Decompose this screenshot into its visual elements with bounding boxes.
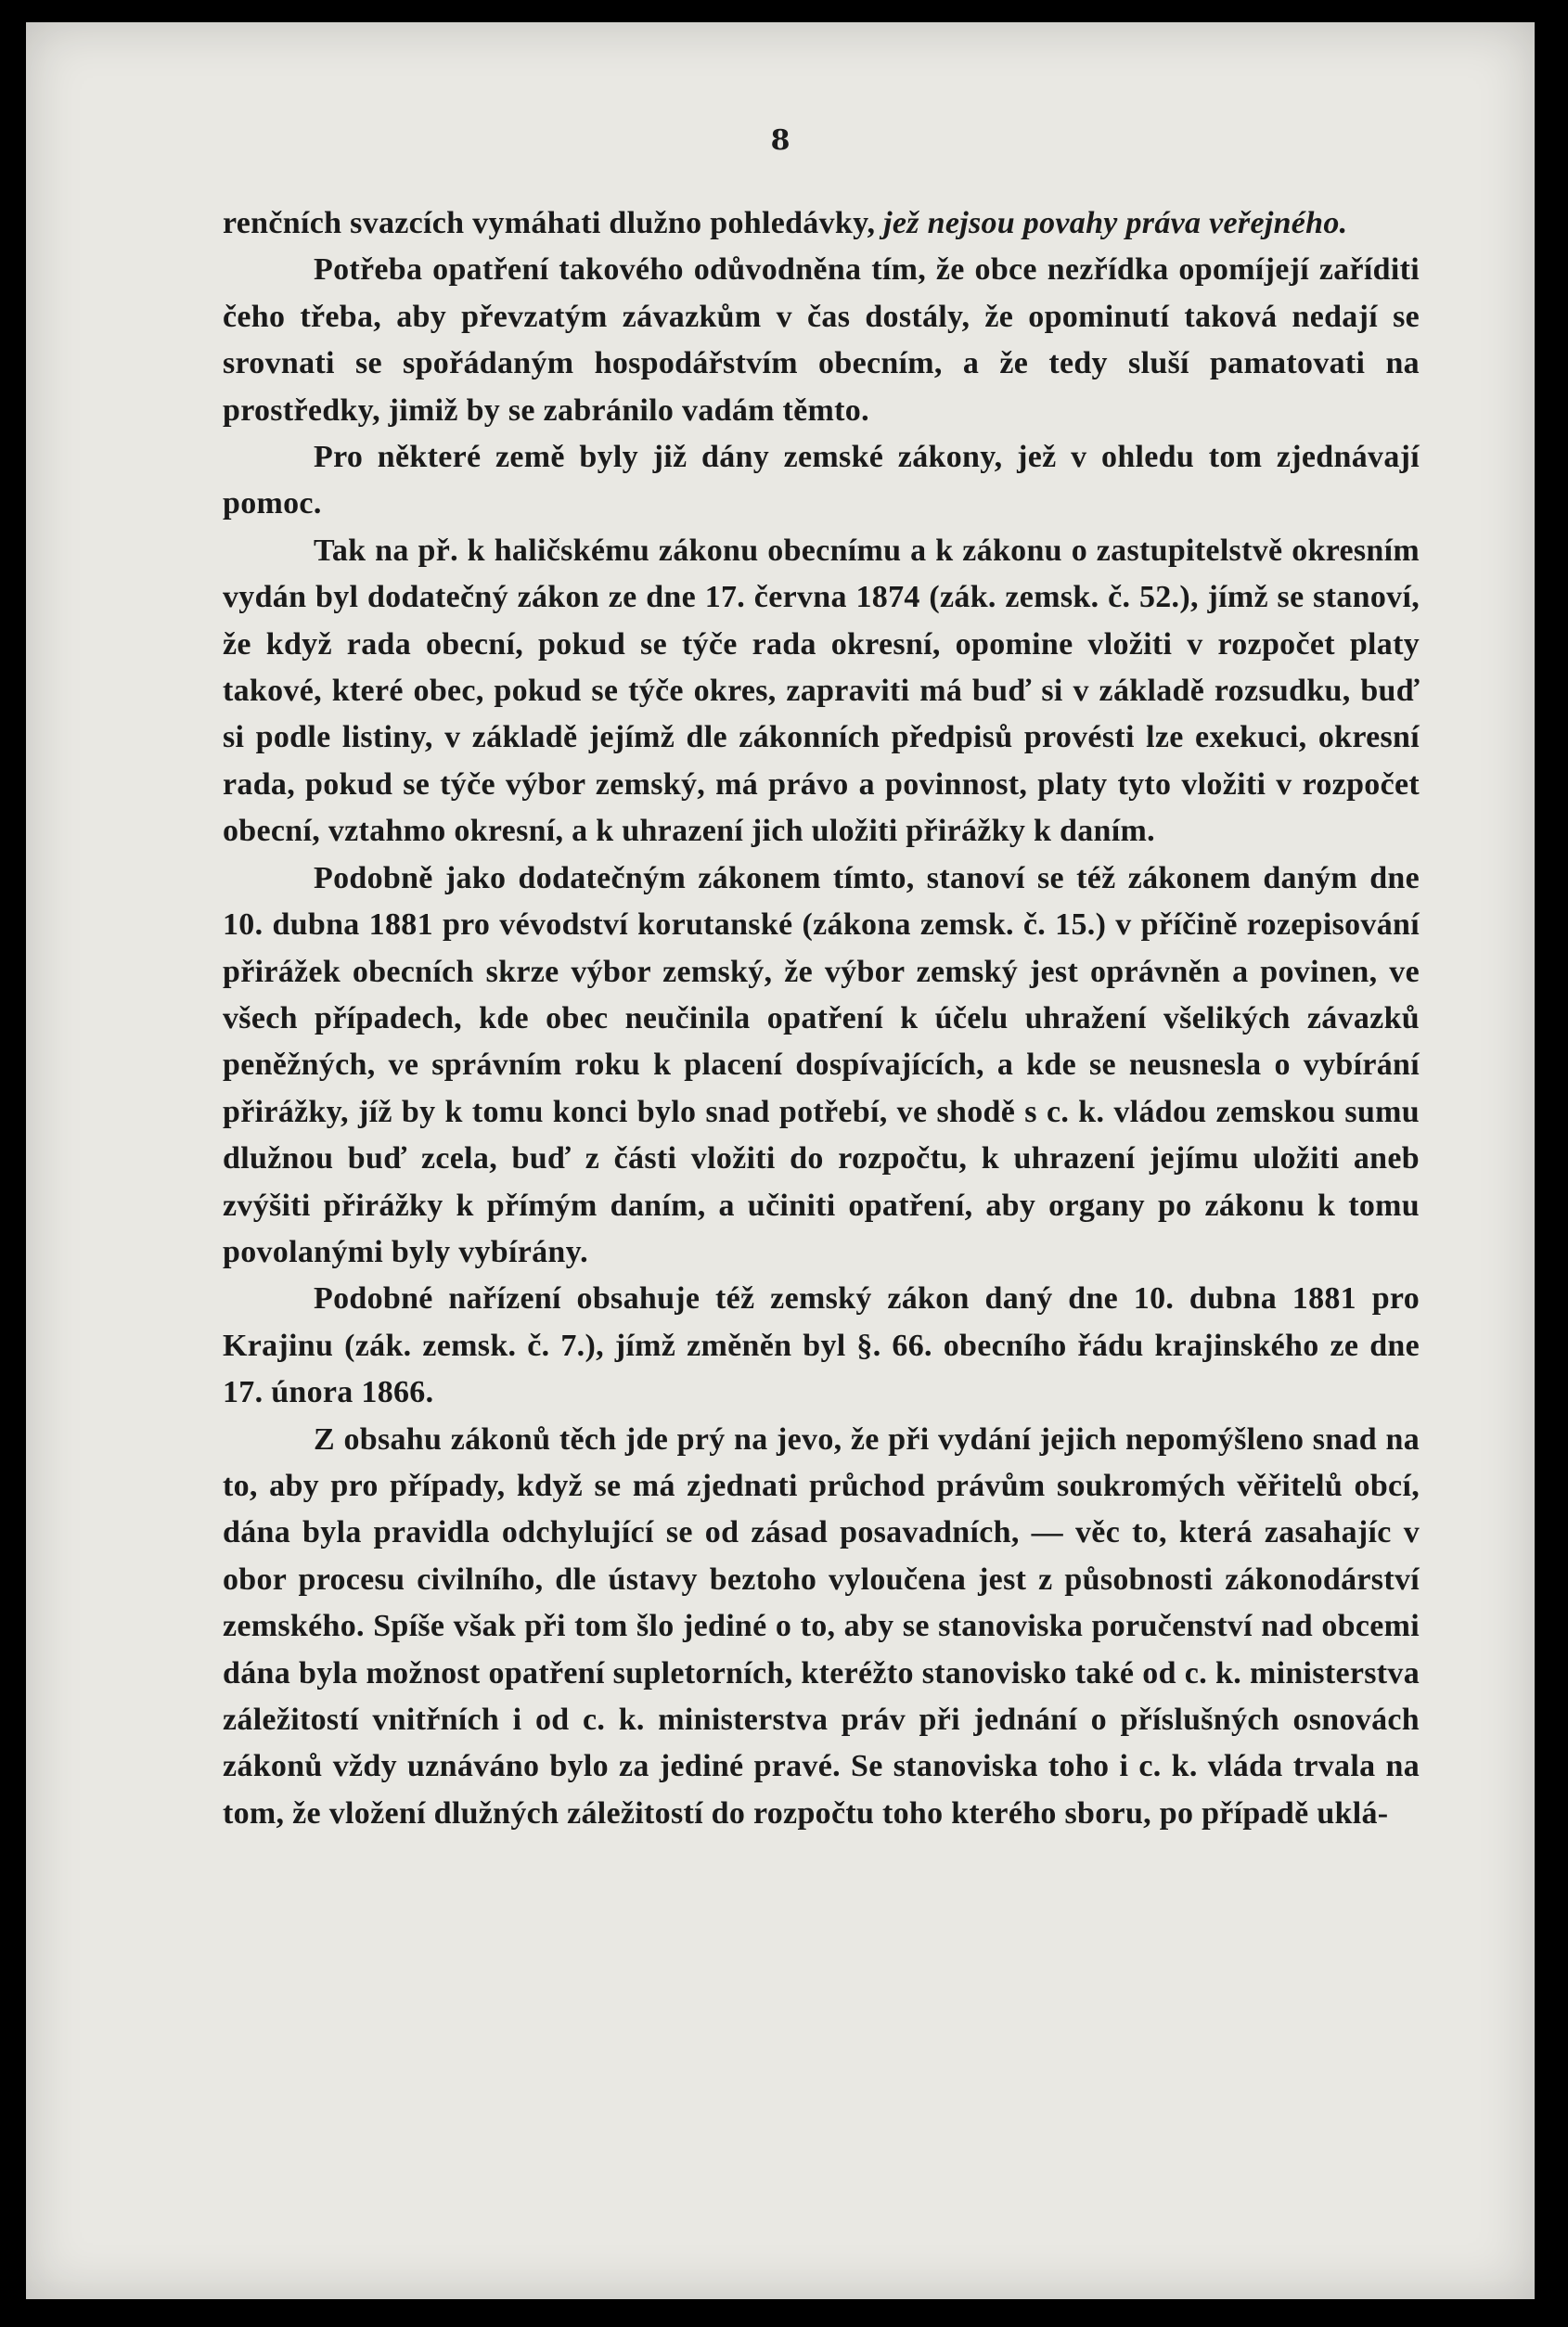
paragraph: Podobné nařízení obsahuje též zemský zákon daný dne 10. dubna 1881 pro Krajinu (zák. zemsk. č. 7.), jímž změněn byl §. 66. obecního řádu krajinského ze dne 17. února 1866. [223,1281,1420,1410]
paragraph: Pro některé země byly již dány zemské zákony, jež v ohledu tom zjednávají pomoc. [223,440,1420,521]
paragraph-text: renčních svazcích vymáhati dlužno pohledávky, [223,206,884,240]
document-page [26,22,1535,2299]
page-number: 8 [770,124,790,157]
paragraph: Tak na př. k haličskému zákonu obecnímu a k zákonu o zastupitelstvě okresním vydán byl dodatečný zákon ze dne 17. června 1874 (zák. zemsk. č. 52.), jímž se stanoví, že když rada obecní, pokud se týče rada okresní, opomine vložiti v rozpočet platy takové, které obec, pokud se týče okres, zapraviti má buď si v základě rozsudku, buď si podle listiny, v základě jejímž dle zákonních předpisů provésti lze exekuci, okresní rada, pokud se týče výbor zemský, má právo a povinnost, platy tyto vložiti v rozpočet obecní, vztahmo okresní, a k uhrazení jich uložiti přirážky k daním. [223,533,1420,849]
paragraph: Z obsahu zákonů těch jde prý na jevo, že při vydání jejich nepomýšleno snad na to, aby pro případy, když se má zjednati průchod právům soukromých věřitelů obcí, dána byla pravidla odchylující se od zásad posavadních, — věc to, která zasahajíc v obor procesu civilního, dle ústavy beztoho vyloučena jest z působnosti zákonodárství zemského. Spíše však při tom šlo jediné o to, aby se stanoviska poručenství nad obcemi dána byla možnost opatření supletorních, kteréžto stanovisko také od c. k. ministerstva záležitostí vnitřních i od c. k. ministerstva práv při jednání o příslušných osnovách zákonů vždy uznáváno bylo za jediné pravé. Se stanoviska toho i c. k. vláda trvala na tom, že vložení dlužných záležitostí do rozpočtu toho kterého sboru, po případě uklá- [223,1421,1420,1831]
italic-phrase: jež nejsou povahy práva veřejného. [883,206,1348,240]
paragraph: Podobně jako dodatečným zákonem tímto, stanoví se též zákonem daným dne 10. dubna 1881 pro vévodství korutanské (zákona zemsk. č. 15.) v příčině rozepisování přirážek obecních skrze výbor zemský, že výbor zemský jest oprávněn a povinen, ve všech případech, kde obec neučinila opatření k účelu uhražení všelikých závazků peněžných, ve správním roku k placení dospívajících, a kde se neusnesla o vybírání přirážky, jíž by k tomu konci bylo snad potřebí, ve shodě s c. k. vládou zemskou sumu dlužnou buď zcela, buď z části vložiti do rozpočtu, k uhrazení jejímu uložiti aneb zvýšiti přirážky k přímým daním, a učiniti opatření, aby organy po zákonu k tomu povolanými byly vybírány. [223,860,1420,1269]
paragraph-continuation [223,200,1420,247]
body-text [223,200,1420,1837]
paragraph: Potřeba opatření takového odůvodněna tím, že obce nezřídka opomíjejí zaříditi čeho třeba, aby převzatým závazkům v čas dostály, že opominutí taková nedají se srovnati se spořádaným hospodářstvím obecním, a že tedy sluší pamatovati na prostředky, jimiž by se zabránilo vadám těmto. [223,252,1420,428]
